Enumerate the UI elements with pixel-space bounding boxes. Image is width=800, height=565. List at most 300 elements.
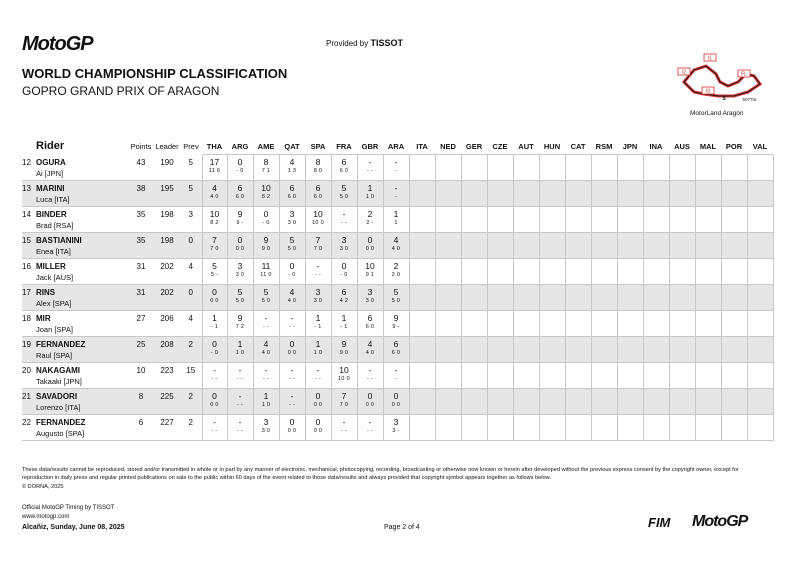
race-header: JPN (622, 141, 638, 151)
race-breakdown: - 0 (340, 272, 348, 278)
race-breakdown: - 1 (314, 324, 322, 330)
race-result-cell (279, 363, 305, 389)
race-empty-cell (591, 415, 617, 441)
race-breakdown: 11 0 (260, 272, 272, 278)
race-empty-cell (721, 259, 747, 285)
race-header: SPA (310, 141, 326, 151)
race-total: - (238, 391, 242, 401)
race-empty-cell (435, 389, 461, 415)
table-row (22, 233, 773, 259)
race-total: - (342, 417, 346, 427)
race-result-cell (331, 363, 357, 389)
race-result-cell (383, 285, 409, 311)
race-total: - (342, 209, 346, 219)
race-empty-cell (409, 285, 435, 311)
race-total: 4 (289, 287, 295, 297)
rider-cell (22, 389, 128, 415)
race-breakdown: - - (236, 376, 244, 382)
race-empty-cell (617, 259, 643, 285)
race-empty-cell (669, 233, 695, 259)
race-breakdown: 5 0 (261, 298, 271, 304)
race-breakdown: 7 0 (313, 246, 323, 252)
race-breakdown: 1 (394, 220, 398, 226)
race-result-cell (253, 233, 279, 259)
race-breakdown: 3 0 (365, 298, 375, 304)
table-row (22, 207, 773, 233)
tissot-logo: TISSOT (370, 38, 403, 48)
rider-firstname: Alex [SPA] (36, 299, 72, 308)
race-header: CZE (492, 141, 508, 151)
race-breakdown: 5 - (210, 272, 219, 278)
prev-gap-cell: 5 (180, 181, 202, 207)
race-total: 6 (393, 339, 399, 349)
race-total: 10 (209, 209, 220, 219)
rider-cell (22, 207, 128, 233)
rider-position: 19 (22, 340, 31, 349)
race-result-cell (227, 363, 253, 389)
race-result-cell (202, 363, 227, 389)
race-empty-cell (435, 259, 461, 285)
race-total: - (316, 365, 320, 375)
rider-firstname: Lorenzo [ITA] (36, 403, 81, 412)
table-row (22, 337, 773, 363)
race-total: 6 (315, 183, 321, 193)
race-empty-cell (487, 155, 513, 181)
race-empty-cell (513, 233, 539, 259)
race-empty-cell (695, 285, 721, 311)
points-cell: 31 (128, 259, 154, 285)
rider-position: 17 (22, 288, 31, 297)
race-header: HUN (543, 141, 561, 151)
rider-cell (22, 259, 128, 285)
race-result-cell (305, 207, 331, 233)
race-total: 1 (393, 209, 399, 219)
race-result-cell (331, 259, 357, 285)
race-empty-cell (721, 285, 747, 311)
race-result-cell (305, 181, 331, 207)
race-header: MAL (699, 141, 717, 151)
race-result-cell (383, 415, 409, 441)
race-empty-cell (721, 155, 747, 181)
race-total: 4 (367, 339, 373, 349)
leader-gap-cell: 225 (154, 389, 180, 415)
race-empty-cell (409, 415, 435, 441)
race-breakdown: 3 0 (235, 272, 245, 278)
race-result-cell (383, 389, 409, 415)
fim-logo: FIM (648, 515, 671, 530)
race-breakdown: 1 0 (365, 194, 375, 200)
points-cell: 8 (128, 389, 154, 415)
race-header: INA (649, 141, 663, 151)
race-total: - (394, 365, 398, 375)
race-result-cell (357, 337, 383, 363)
rider-cell (22, 363, 128, 389)
race-empty-cell (747, 155, 773, 181)
website-link[interactable]: www.motogp.com (22, 514, 70, 520)
rider-firstname: Ai [JPN] (36, 168, 64, 178)
race-result-cell (202, 389, 227, 415)
race-empty-cell (747, 415, 773, 441)
rider-surname: OGURA (36, 157, 66, 167)
race-empty-cell (591, 155, 617, 181)
race-total: - (394, 183, 398, 193)
race-empty-cell (409, 181, 435, 207)
race-total: 9 (263, 235, 269, 245)
race-result-cell (279, 207, 305, 233)
race-total: - (394, 157, 398, 167)
race-header: VAL (752, 141, 768, 151)
race-empty-cell (539, 337, 565, 363)
race-breakdown: - - (236, 402, 244, 408)
race-header: AUS (674, 141, 690, 151)
race-breakdown: - (394, 376, 398, 382)
race-result-cell (227, 181, 253, 207)
rider-cell (22, 285, 128, 311)
race-empty-cell (643, 389, 669, 415)
race-result-cell (383, 233, 409, 259)
points-cell: 31 (128, 285, 154, 311)
race-result-cell (357, 207, 383, 233)
race-empty-cell (513, 259, 539, 285)
race-total: 7 (315, 235, 321, 245)
race-result-cell (279, 337, 305, 363)
race-total: 0 (237, 157, 243, 167)
race-total: 4 (393, 235, 399, 245)
race-total: 3 (341, 235, 347, 245)
race-result-cell (227, 259, 253, 285)
race-total: 3 (367, 287, 373, 297)
rider-position: 22 (22, 418, 31, 427)
race-empty-cell (435, 311, 461, 337)
race-breakdown: 6 0 (287, 194, 297, 200)
rider-cell (22, 337, 128, 363)
race-result-cell (383, 311, 409, 337)
rider-cell (22, 155, 128, 181)
race-empty-cell (461, 285, 487, 311)
race-total: 8 (315, 157, 321, 167)
race-empty-cell (435, 233, 461, 259)
race-empty-cell (617, 363, 643, 389)
timing-credit: Official MotoGP Timing by TISSOT (22, 505, 115, 511)
rider-position: 20 (22, 366, 31, 375)
race-empty-cell (565, 259, 591, 285)
race-header: ARG (231, 141, 249, 151)
race-result-cell (202, 311, 227, 337)
prev-gap-cell: 5 (180, 155, 202, 181)
race-empty-cell (565, 389, 591, 415)
race-total: 17 (209, 157, 220, 167)
race-result-cell (357, 285, 383, 311)
prev-gap-cell: 4 (180, 311, 202, 337)
race-total: - (316, 261, 320, 271)
race-empty-cell (565, 155, 591, 181)
prev-gap-cell: 15 (180, 363, 202, 389)
race-empty-cell (617, 233, 643, 259)
race-empty-cell (643, 207, 669, 233)
race-breakdown: 0 0 (365, 246, 375, 252)
race-result-cell (383, 181, 409, 207)
race-total: 7 (341, 391, 347, 401)
race-empty-cell (669, 363, 695, 389)
race-empty-cell (565, 285, 591, 311)
race-result-cell (331, 155, 357, 181)
race-empty-cell (461, 311, 487, 337)
race-breakdown: - - (288, 376, 296, 382)
race-result-cell (279, 389, 305, 415)
race-result-cell (227, 311, 253, 337)
race-breakdown: 9 0 (261, 246, 271, 252)
race-empty-cell (721, 207, 747, 233)
race-total: 1 (237, 339, 243, 349)
race-breakdown: 4 2 (339, 298, 349, 304)
race-empty-cell (513, 285, 539, 311)
race-empty-cell (409, 311, 435, 337)
race-total: - (368, 417, 372, 427)
race-total: 8 (263, 157, 269, 167)
track-name: MotorLand Aragón (690, 110, 744, 117)
points-cell: 6 (128, 415, 154, 441)
race-result-cell (357, 389, 383, 415)
motogp-logo: MotoGP (22, 33, 93, 55)
rider-surname: RINS (36, 288, 56, 297)
race-breakdown: 1 0 (235, 350, 245, 356)
race-result-cell (383, 207, 409, 233)
race-result-cell (331, 415, 357, 441)
race-empty-cell (721, 363, 747, 389)
race-empty-cell (513, 337, 539, 363)
race-empty-cell (695, 207, 721, 233)
race-result-cell (227, 207, 253, 233)
race-breakdown: 7 2 (235, 324, 245, 330)
race-total: 3 (315, 287, 321, 297)
race-result-cell (227, 389, 253, 415)
race-empty-cell (565, 415, 591, 441)
race-total: - (264, 365, 268, 375)
race-empty-cell (513, 181, 539, 207)
race-empty-cell (643, 363, 669, 389)
race-empty-cell (487, 337, 513, 363)
race-header: RSM (595, 141, 613, 151)
race-result-cell (357, 155, 383, 181)
race-empty-cell (539, 155, 565, 181)
leader-gap-cell: 202 (154, 259, 180, 285)
race-empty-cell (539, 389, 565, 415)
race-empty-cell (669, 181, 695, 207)
leader-gap-cell: 195 (154, 181, 180, 207)
race-total: 10 (261, 183, 271, 193)
race-empty-cell (591, 311, 617, 337)
race-total: 0 (212, 339, 217, 349)
race-total: 0 (263, 209, 269, 219)
race-result-cell (305, 285, 331, 311)
race-result-cell (227, 415, 253, 441)
race-result-cell (331, 285, 357, 311)
race-empty-cell (461, 207, 487, 233)
race-empty-cell (643, 233, 669, 259)
rider-firstname: Brad [RSA] (36, 221, 74, 230)
race-empty-cell (435, 415, 461, 441)
race-total: 0 (289, 261, 295, 271)
race-result-cell (305, 337, 331, 363)
disclaimer (22, 466, 762, 491)
race-empty-cell (461, 259, 487, 285)
race-breakdown: 5 0 (339, 194, 349, 200)
race-result-cell (331, 311, 357, 337)
rider-position: 12 (22, 157, 31, 167)
race-result-cell (357, 259, 383, 285)
race-breakdown: 0 0 (210, 402, 219, 408)
race-result-cell (253, 363, 279, 389)
rider-surname: MIR (36, 314, 51, 323)
leader-gap-cell: 208 (154, 337, 180, 363)
race-header: ITA (416, 141, 428, 151)
race-result-cell (357, 311, 383, 337)
race-breakdown: 1 3 (287, 168, 297, 174)
race-total: 9 (237, 313, 243, 323)
race-empty-cell (643, 155, 669, 181)
race-empty-cell (565, 337, 591, 363)
race-result-cell (227, 155, 253, 181)
race-empty-cell (487, 259, 513, 285)
race-breakdown: 3 0 (313, 298, 323, 304)
race-total: - (238, 365, 242, 375)
race-total: 6 (341, 287, 347, 297)
race-breakdown: 4 0 (210, 194, 219, 200)
race-result-cell (357, 181, 383, 207)
race-total: 1 (367, 183, 373, 193)
race-empty-cell (487, 285, 513, 311)
race-empty-cell (539, 285, 565, 311)
race-total: 3 (237, 261, 243, 271)
race-result-cell (202, 207, 227, 233)
race-empty-cell (461, 155, 487, 181)
race-breakdown: - - (340, 220, 348, 226)
race-empty-cell (617, 389, 643, 415)
leader-gap-cell: 198 (154, 233, 180, 259)
race-total: 10 (365, 261, 375, 271)
race-empty-cell (591, 389, 617, 415)
location-date: Alcañiz, Sunday, June 08, 2025 (22, 524, 125, 531)
race-breakdown: - 0 (288, 272, 296, 278)
race-empty-cell (591, 363, 617, 389)
race-total: 7 (212, 235, 217, 245)
race-result-cell (253, 259, 279, 285)
race-breakdown: 0 0 (210, 298, 219, 304)
race-breakdown: 6 0 (313, 194, 323, 200)
race-result-cell (331, 233, 357, 259)
race-empty-cell (539, 181, 565, 207)
race-empty-cell (669, 207, 695, 233)
race-total: 4 (212, 183, 217, 193)
race-total: 6 (237, 183, 243, 193)
race-breakdown: 7 0 (339, 402, 349, 408)
race-header: AUT (518, 141, 534, 151)
race-result-cell (279, 285, 305, 311)
race-result-cell (331, 207, 357, 233)
race-result-cell (253, 207, 279, 233)
leader-header: Leader (155, 141, 179, 151)
race-total: 1 (212, 313, 217, 323)
race-result-cell (253, 337, 279, 363)
race-empty-cell (409, 389, 435, 415)
race-breakdown: 9 0 (339, 350, 349, 356)
race-breakdown: 11 6 (208, 168, 221, 174)
rider-cell (22, 311, 128, 337)
race-breakdown: 2 0 (391, 272, 401, 278)
race-empty-cell (669, 285, 695, 311)
race-total: 5 (393, 287, 399, 297)
race-total: 6 (367, 313, 373, 323)
race-total: 2 (367, 209, 373, 219)
leader-gap-cell: 223 (154, 363, 180, 389)
race-empty-cell (721, 415, 747, 441)
race-empty-cell (669, 389, 695, 415)
sector-i1: I1 (707, 55, 713, 62)
race-empty-cell (643, 285, 669, 311)
race-breakdown: - - (288, 402, 296, 408)
table-row (22, 389, 773, 415)
race-breakdown: 6 0 (365, 324, 375, 330)
race-empty-cell (565, 181, 591, 207)
race-total: 1 (263, 391, 269, 401)
race-header: ARA (387, 141, 405, 151)
race-empty-cell (617, 155, 643, 181)
race-total: 5 (341, 183, 347, 193)
race-total: - (368, 157, 372, 167)
race-total: 9 (393, 313, 399, 323)
race-empty-cell (539, 207, 565, 233)
race-total: - (290, 313, 294, 323)
race-header: NED (440, 141, 456, 151)
race-breakdown: - - (211, 428, 218, 434)
race-empty-cell (591, 207, 617, 233)
race-result-cell (279, 415, 305, 441)
race-breakdown: - 1 (340, 324, 348, 330)
race-total: - (213, 365, 216, 375)
race-result-cell (253, 155, 279, 181)
race-breakdown: - - (314, 376, 322, 382)
race-result-cell (357, 233, 383, 259)
points-cell: 27 (128, 311, 154, 337)
rider-firstname: Jack [AUS] (36, 273, 74, 282)
race-empty-cell (513, 415, 539, 441)
race-empty-cell (695, 415, 721, 441)
race-breakdown: 3 0 (339, 246, 349, 252)
race-total: 0 (212, 287, 217, 297)
race-breakdown: - (394, 168, 398, 174)
rider-surname: FERNANDEZ (36, 340, 86, 349)
rider-cell (22, 415, 128, 441)
race-empty-cell (461, 181, 487, 207)
points-cell: 25 (128, 337, 154, 363)
race-breakdown: 2 - (366, 220, 374, 226)
race-total: 0 (289, 417, 295, 427)
race-result-cell (227, 233, 253, 259)
race-breakdown: 0 0 (313, 428, 323, 434)
points-cell: 38 (128, 181, 154, 207)
race-empty-cell (669, 337, 695, 363)
race-empty-cell (513, 155, 539, 181)
race-empty-cell (695, 337, 721, 363)
race-total: 5 (212, 261, 217, 271)
race-empty-cell (617, 337, 643, 363)
points-header: Points (130, 141, 152, 151)
race-empty-cell (695, 389, 721, 415)
rider-firstname: Raul [SPA] (36, 351, 73, 360)
race-empty-cell (539, 311, 565, 337)
race-result-cell (305, 363, 331, 389)
race-total: 2 (393, 261, 399, 271)
